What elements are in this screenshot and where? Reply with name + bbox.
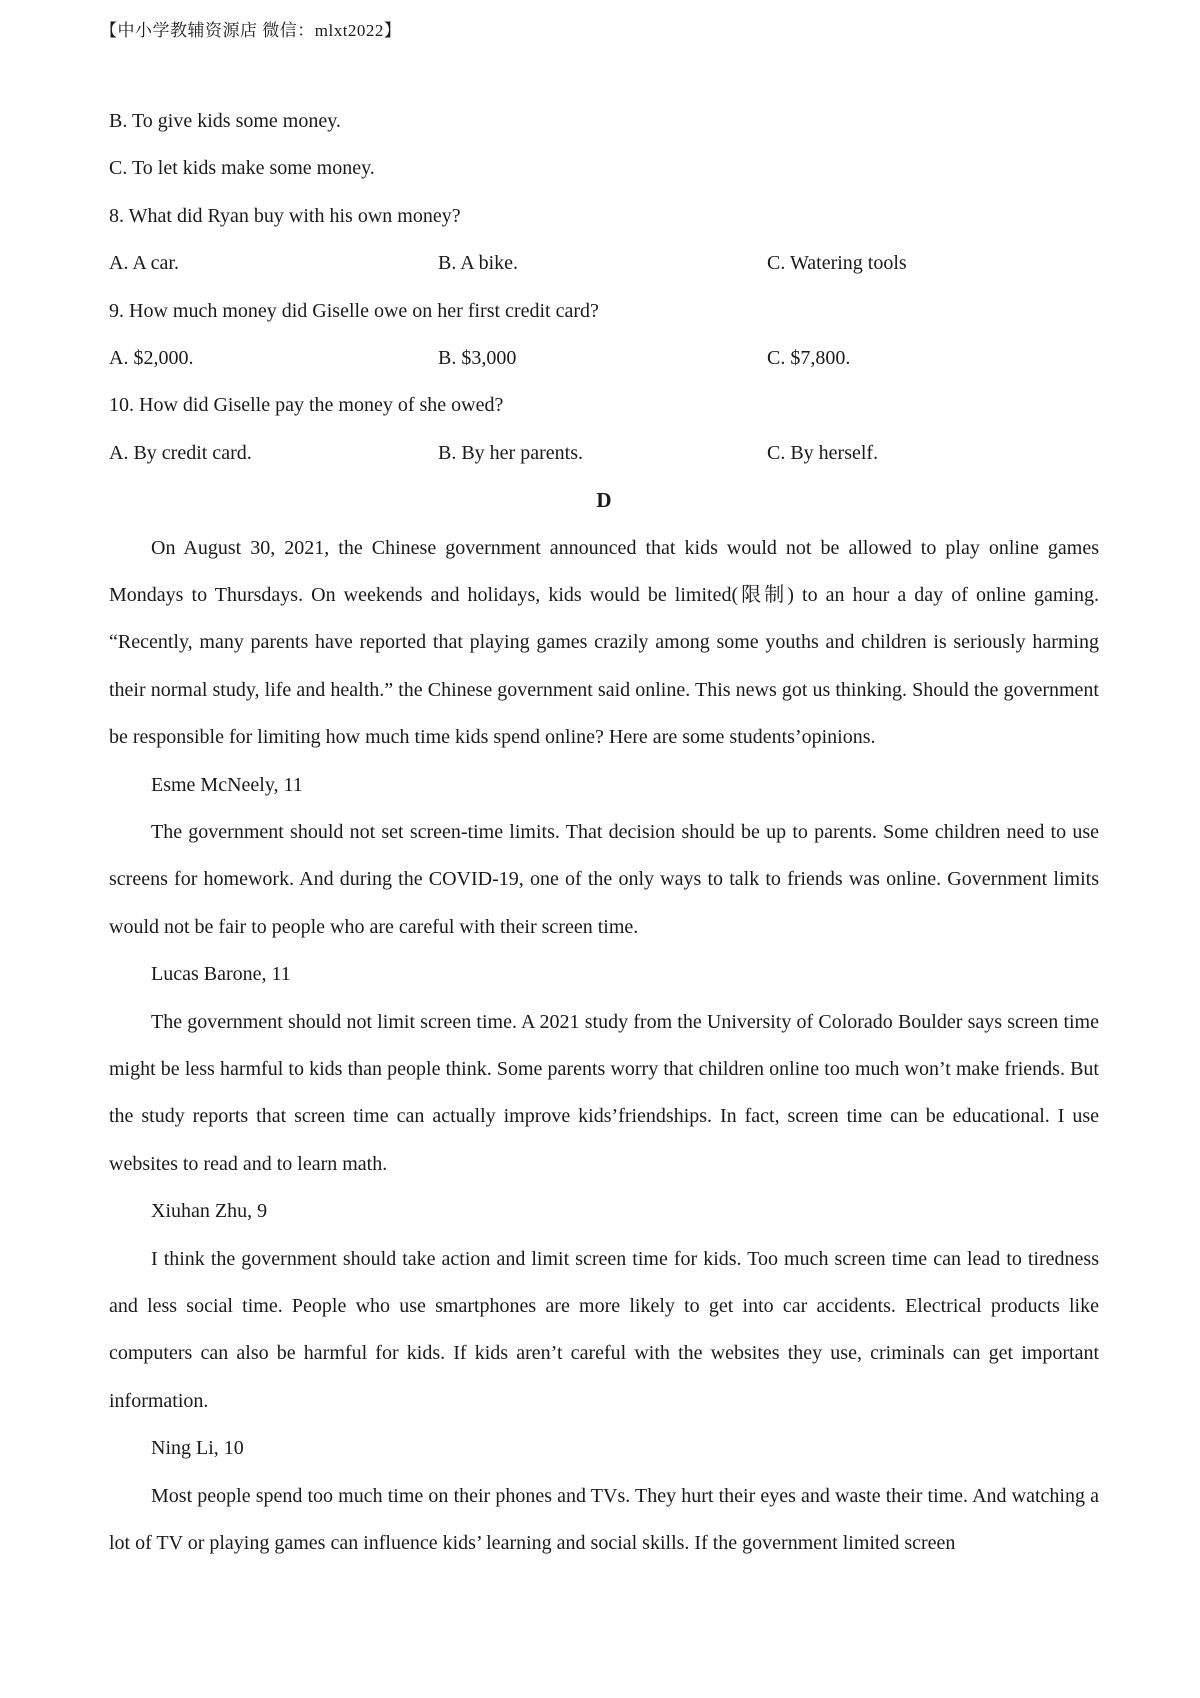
option-b: B. A bike. [438, 252, 519, 275]
section-title: D [596, 488, 612, 513]
opinion-paragraph: Most people spend too much time on their phones and TVs. They hurt their eyes and waste their time. And watching a lot of TV or playing games can influence kids’ learning and social skills. If the government limited screen [109, 1484, 1099, 1554]
student-name: Xiuhan Zhu, 9 [151, 1200, 268, 1223]
document-body [109, 98, 1099, 1567]
option-c: C. By herself. [767, 441, 879, 464]
option-b: B. $3,000 [438, 346, 517, 369]
question-stem: 10. How did Giselle pay the money of she owed? [109, 394, 504, 417]
option-a: A. A car. [109, 252, 179, 275]
student-name: Lucas Barone, 11 [151, 963, 291, 986]
option-line: C. To let kids make some money. [109, 157, 375, 180]
question-stem: 9. How much money did Giselle owe on her first credit card? [109, 299, 599, 322]
option-a: A. By credit card. [109, 441, 252, 464]
opinion-paragraph: The government should not set screen-time limits. That decision should be up to parents. Some children need to use screens for homework. And during the COVID-19, one of the only ways to talk to friends was online. Government limits would not be fair to people who are careful with their screen time. [109, 820, 1099, 938]
options-row [109, 240, 1099, 287]
opinion-paragraph: I think the government should take action and limit screen time for kids. Too much screen time can lead to tiredness and less social time. People who use smartphones are more likely to get into car accidents. Electrical products like computers can also be harmful for kids. If kids aren’t careful with the websites they use, criminals can get important information. [109, 1247, 1099, 1412]
opinion-paragraph: The government should not limit screen time. A 2021 study from the University of Colorado Boulder says screen time might be less harmful to kids than people think. Some parents worry that children online too much won’t make friends. But the study reports that screen time can actually improve kids’friendships. In fact, screen time can be educational. I use websites to read and to learn math. [109, 1010, 1099, 1175]
options-row [109, 430, 1099, 477]
student-name: Esme McNeely, 11 [151, 773, 303, 796]
student-name: Ning Li, 10 [151, 1437, 244, 1460]
option-b: B. By her parents. [438, 441, 583, 464]
option-line: B. To give kids some money. [109, 110, 341, 132]
page-header: 【中小学教辅资源店 微信：mlxt2022】 [100, 21, 402, 40]
intro-paragraph: On August 30, 2021, the Chinese government announced that kids would not be allowed to play online games Mondays to Thursdays. On weekends and holidays, kids would be limited(限制) to an hour a day of online gaming. “Recently, many parents have reported that playing games crazily among some youths and children is seriously harming their normal study, life and health.” the Chinese government said online. This news got us thinking. Should the government be responsible for limiting how much time kids spend online? Here are some students’opinions. [109, 536, 1099, 749]
question-stem: 8. What did Ryan buy with his own money? [109, 204, 461, 227]
options-row [109, 335, 1099, 382]
option-a: A. $2,000. [109, 346, 194, 369]
option-c: C. $7,800. [767, 346, 851, 369]
option-c: C. Watering tools [767, 252, 907, 275]
